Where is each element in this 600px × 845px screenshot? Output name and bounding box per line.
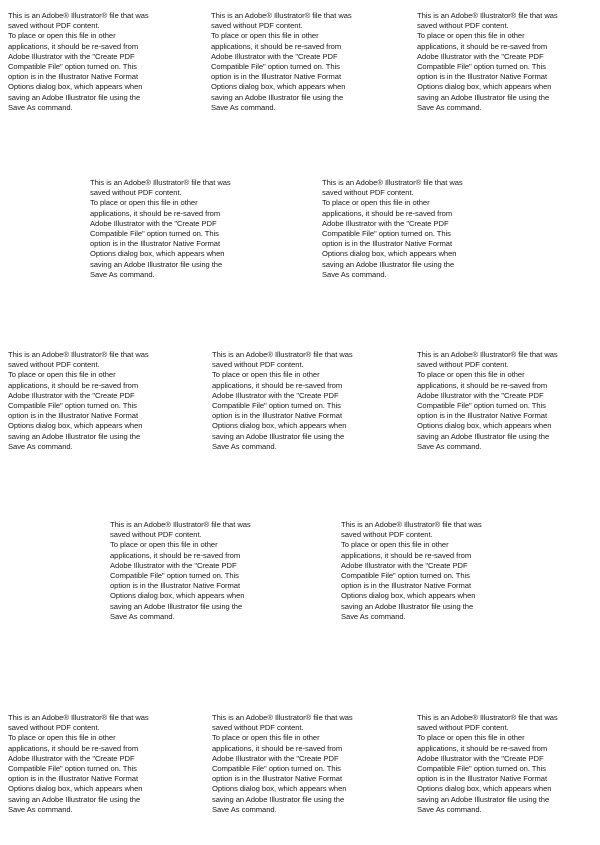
notice-body: To place or open this file in other applications, it should be re-saved from Adobe Illustrator with the "Create PDF Compatible File" option turned on. This option is in the Illustrator Native Format Options dialog box, which appears when saving an Adobe Illustrator file using the Save As command.: [90, 198, 225, 279]
pdf-content-notice: [212, 713, 380, 815]
pdf-content-notice: [90, 178, 258, 280]
pdf-content-notice: [211, 11, 379, 113]
notice-body: To place or open this file in other applications, it should be re-saved from Adobe Illustrator with the "Create PDF Compatible File" option turned on. This option is in the Illustrator Native Format Options dialog box, which appears when saving an Adobe Illustrator file using the Save As command.: [211, 31, 346, 112]
notice-body: To place or open this file in other applications, it should be re-saved from Adobe Illustrator with the "Create PDF Compatible File" option turned on. This option is in the Illustrator Native Format Options dialog box, which appears when saving an Adobe Illustrator file using the Save As command.: [322, 198, 457, 279]
notice-body: To place or open this file in other applications, it should be re-saved from Adobe Illustrator with the "Create PDF Compatible File" option turned on. This option is in the Illustrator Native Format Options dialog box, which appears when saving an Adobe Illustrator file using the Save As command.: [341, 540, 476, 621]
notice-body: To place or open this file in other applications, it should be re-saved from Adobe Illustrator with the "Create PDF Compatible File" option turned on. This option is in the Illustrator Native Format Options dialog box, which appears when saving an Adobe Illustrator file using the Save As command.: [8, 31, 143, 112]
notice-title: This is an Adobe® Illustrator® file that was saved without PDF content.: [110, 520, 251, 540]
pdf-content-notice: [212, 350, 380, 452]
notice-title: This is an Adobe® Illustrator® file that was saved without PDF content.: [212, 713, 353, 733]
notice-title: This is an Adobe® Illustrator® file that was saved without PDF content.: [8, 350, 149, 370]
notice-title: This is an Adobe® Illustrator® file that was saved without PDF content.: [417, 713, 558, 733]
notice-title: This is an Adobe® Illustrator® file that was saved without PDF content.: [8, 713, 149, 733]
notice-title: This is an Adobe® Illustrator® file that was saved without PDF content.: [211, 11, 352, 31]
notice-body: To place or open this file in other applications, it should be re-saved from Adobe Illustrator with the "Create PDF Compatible File" option turned on. This option is in the Illustrator Native Format Options dialog box, which appears when saving an Adobe Illustrator file using the Save As command.: [212, 370, 347, 451]
pdf-content-notice: [8, 11, 176, 113]
pdf-content-notice: [341, 520, 509, 622]
pdf-content-notice: [110, 520, 278, 622]
notice-title: This is an Adobe® Illustrator® file that was saved without PDF content.: [417, 11, 558, 31]
notice-body: To place or open this file in other applications, it should be re-saved from Adobe Illustrator with the "Create PDF Compatible File" option turned on. This option is in the Illustrator Native Format Options dialog box, which appears when saving an Adobe Illustrator file using the Save As command.: [212, 733, 347, 814]
pdf-content-notice: [417, 350, 585, 452]
notice-body: To place or open this file in other applications, it should be re-saved from Adobe Illustrator with the "Create PDF Compatible File" option turned on. This option is in the Illustrator Native Format Options dialog box, which appears when saving an Adobe Illustrator file using the Save As command.: [417, 733, 552, 814]
pdf-content-notice: [322, 178, 490, 280]
notice-title: This is an Adobe® Illustrator® file that was saved without PDF content.: [90, 178, 231, 198]
notice-title: This is an Adobe® Illustrator® file that was saved without PDF content.: [322, 178, 463, 198]
pdf-content-notice: [8, 350, 176, 452]
notice-title: This is an Adobe® Illustrator® file that was saved without PDF content.: [212, 350, 353, 370]
notice-body: To place or open this file in other applications, it should be re-saved from Adobe Illustrator with the "Create PDF Compatible File" option turned on. This option is in the Illustrator Native Format Options dialog box, which appears when saving an Adobe Illustrator file using the Save As command.: [8, 733, 143, 814]
pdf-content-notice: [8, 713, 176, 815]
notice-body: To place or open this file in other applications, it should be re-saved from Adobe Illustrator with the "Create PDF Compatible File" option turned on. This option is in the Illustrator Native Format Options dialog box, which appears when saving an Adobe Illustrator file using the Save As command.: [417, 370, 552, 451]
notice-title: This is an Adobe® Illustrator® file that was saved without PDF content.: [417, 350, 558, 370]
notice-body: To place or open this file in other applications, it should be re-saved from Adobe Illustrator with the "Create PDF Compatible File" option turned on. This option is in the Illustrator Native Format Options dialog box, which appears when saving an Adobe Illustrator file using the Save As command.: [110, 540, 245, 621]
notice-title: This is an Adobe® Illustrator® file that was saved without PDF content.: [341, 520, 482, 540]
notice-body: To place or open this file in other applications, it should be re-saved from Adobe Illustrator with the "Create PDF Compatible File" option turned on. This option is in the Illustrator Native Format Options dialog box, which appears when saving an Adobe Illustrator file using the Save As command.: [417, 31, 552, 112]
notice-body: To place or open this file in other applications, it should be re-saved from Adobe Illustrator with the "Create PDF Compatible File" option turned on. This option is in the Illustrator Native Format Options dialog box, which appears when saving an Adobe Illustrator file using the Save As command.: [8, 370, 143, 451]
pdf-content-notice: [417, 11, 585, 113]
notice-title: This is an Adobe® Illustrator® file that was saved without PDF content.: [8, 11, 149, 31]
pdf-content-notice: [417, 713, 585, 815]
